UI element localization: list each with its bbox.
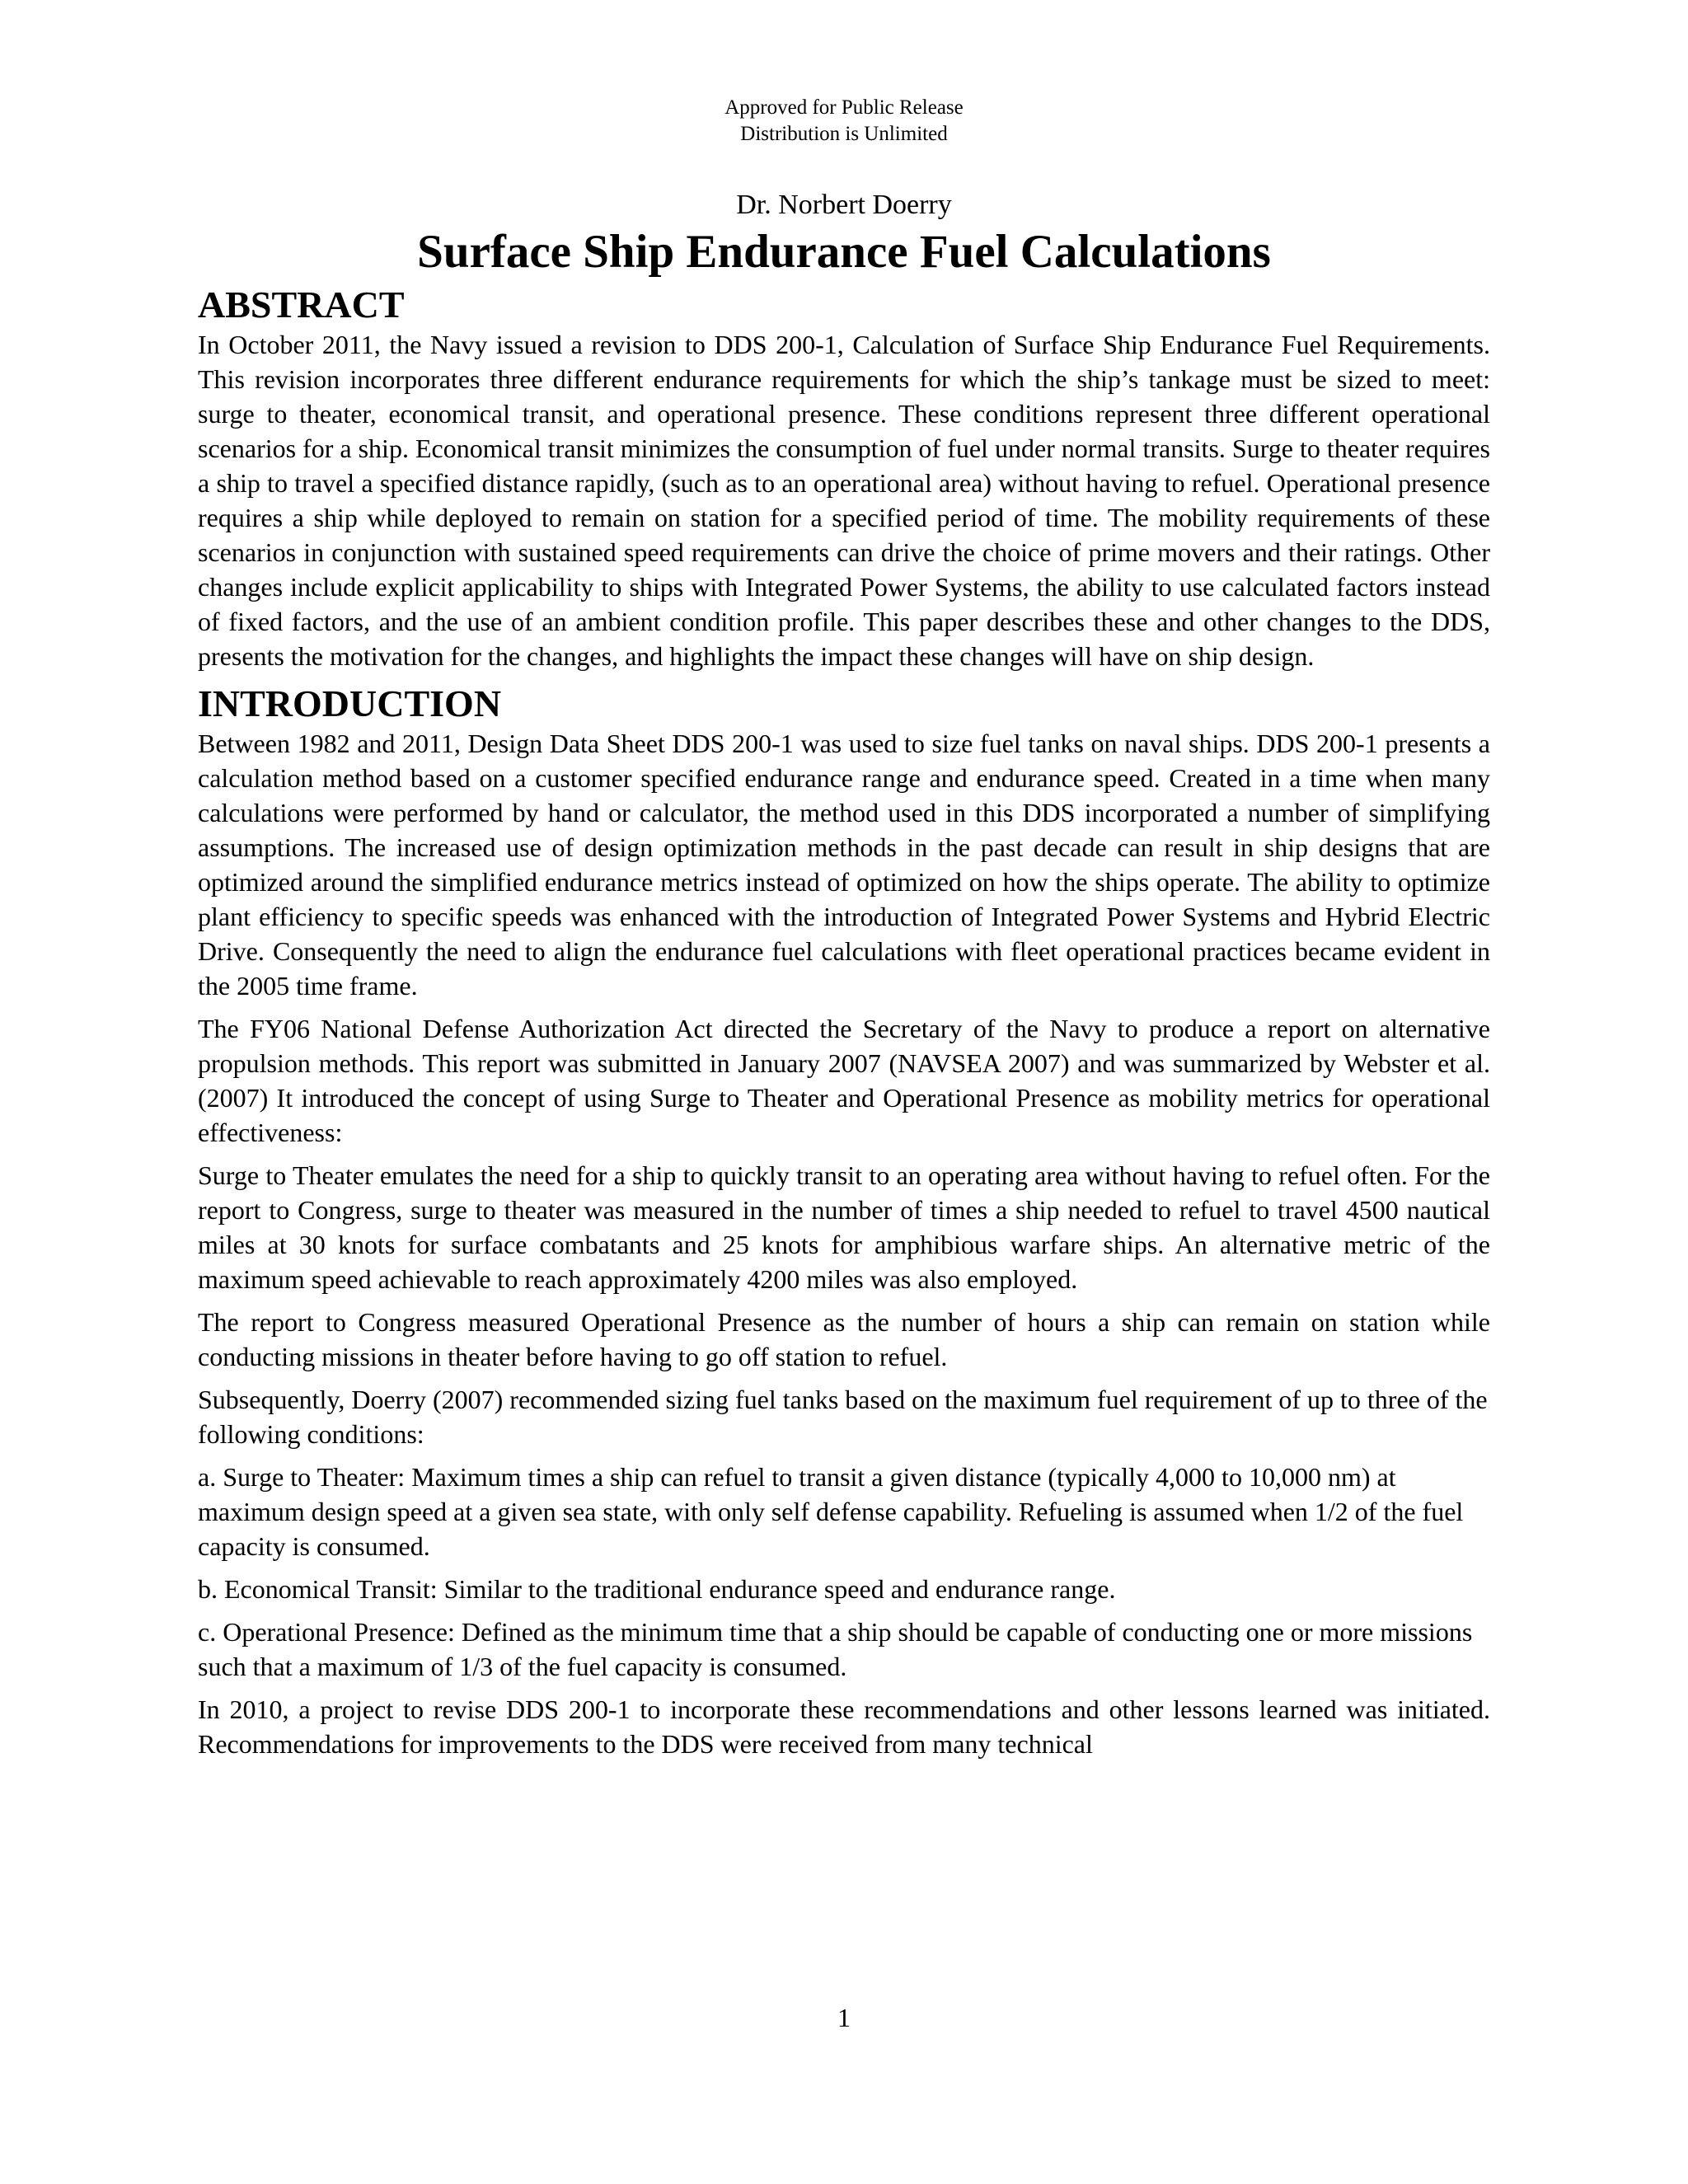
abstract-text: In October 2011, the Navy issued a revision to DDS 200-1, Calculation of Surface Ship Endurance Fuel Requirements. This revision incorporates three different endurance requirements for which the ship’s tankage must be sized to meet: surge to theater, economical transit, and operational presence. These conditions represent three different operational scenarios for a ship. Economical transit minimizes the consumption of fuel under normal transits. Surge to theater requires a ship to travel a specified distance rapidly, (such as to an operational area) without having to refuel. Operational presence requires a ship while deployed to remain on station for a specified period of time. The mobility requirements of these scenarios in conjunction with sustained speed requirements can drive the choice of prime movers and their ratings. Other changes include explicit applicability to ships with Integrated Power Systems, the ability to use calculated factors instead of fixed factors, and the use of an ambient condition profile. This paper describes these and other changes to the DDS, presents the motivation for the changes, and highlights the impact these changes will have on ship design. xyxy=(198,330,1490,671)
release-line-1: Approved for Public Release xyxy=(724,96,964,119)
condition-item-b: b. Economical Transit: Similar to the traditional endurance speed and endurance range. xyxy=(198,1574,1116,1604)
condition-item-c: c. Operational Presence: Defined as the minimum time that a ship should be capable of conducting one or more missions such that a maximum of 1/3 of the fuel capacity is consumed. xyxy=(198,1617,1473,1681)
abstract-heading: ABSTRACT xyxy=(198,284,405,326)
release-notice xyxy=(198,95,1490,148)
release-line-2: Distribution is Unlimited xyxy=(740,123,948,145)
intro-paragraph-6: In 2010, a project to revise DDS 200-1 to incorporate these recommendations and other lessons learned was initiated. Recommendations for improvements to the DDS were received from many technical xyxy=(198,1694,1490,1759)
intro-paragraph-1: Between 1982 and 2011, Design Data Sheet DDS 200-1 was used to size fuel tanks on naval ships. DDS 200-1 presents a calculation method based on a customer specified endurance range and endurance speed. Created in a time when many calculations were performed by hand or calculator, the method used in this DDS incorporated a number of simplifying assumptions. The increased use of design optimization methods in the past decade can result in ship designs that are optimized around the simplified endurance metrics instead of optimized on how the ships operate. The ability to optimize plant efficiency to specific speeds was enhanced with the introduction of Integrated Power Systems and Hybrid Electric Drive. Consequently the need to align the endurance fuel calculations with fleet operational practices became evident in the 2005 time frame. xyxy=(198,729,1490,1001)
introduction-section xyxy=(198,682,1490,1761)
page-content xyxy=(198,95,1490,1769)
paper-title: Surface Ship Endurance Fuel Calculations xyxy=(417,226,1271,278)
condition-item-a: a. Surge to Theater: Maximum times a ship can refuel to transit a given distance (typically 4,000 to 10,000 nm) at maximum design speed at a given sea state, with only self defense capability. Refueling is assumed when 1/2 of the fuel capacity is consumed. xyxy=(198,1462,1464,1561)
author-name: Dr. Norbert Doerry xyxy=(736,190,952,220)
abstract-section xyxy=(198,283,1490,673)
intro-paragraph-2: The FY06 National Defense Authorization Act directed the Secretary of the Navy to produce a report on alternative propulsion methods. This report was submitted in January 2007 (NAVSEA 2007) and was summarized by Webster et al. (2007) It introduced the concept of using Surge to Theater and Operational Presence as mobility metrics for operational effectiveness: xyxy=(198,1014,1490,1147)
intro-paragraph-5: Subsequently, Doerry (2007) recommended sizing fuel tanks based on the maximum fuel requirement of up to three of the following conditions: xyxy=(198,1385,1488,1449)
page-number: 1 xyxy=(837,2003,851,2032)
introduction-heading: INTRODUCTION xyxy=(198,682,502,724)
intro-paragraph-4: The report to Congress measured Operational Presence as the number of hours a ship can remain on station while conducting missions in theater before having to go off station to refuel. xyxy=(198,1307,1490,1371)
intro-paragraph-3: Surge to Theater emulates the need for a ship to quickly transit to an operating area without having to refuel often. For the report to Congress, surge to theater was measured in the number of times a ship needed to refuel to travel 4500 nautical miles at 30 knots for surface combatants and 25 knots for amphibious warfare ships. An alternative metric of the maximum speed achievable to reach approximately 4200 miles was also employed. xyxy=(198,1160,1490,1294)
